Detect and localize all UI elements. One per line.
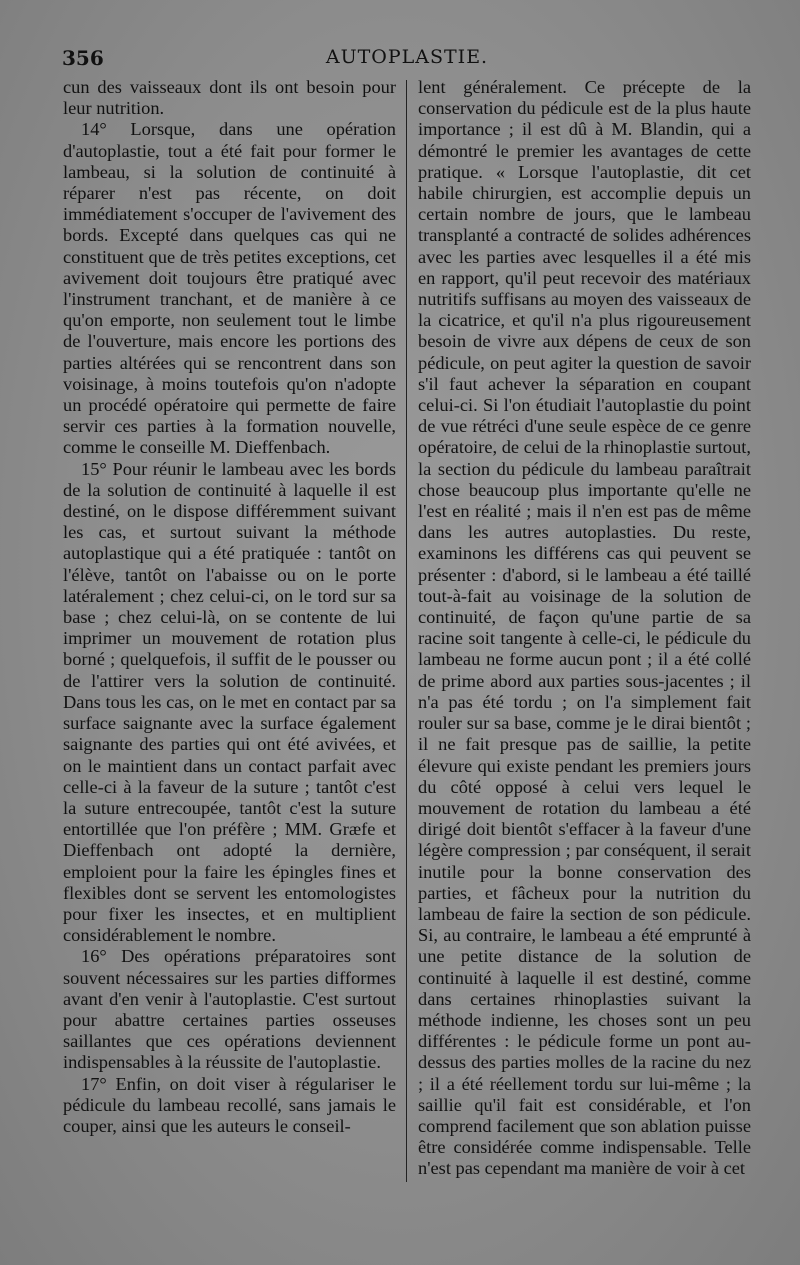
paragraph-14: 14° Lorsque, dans une opération d'autoplastie, tout a été fait pour former le lambeau, si la solution de continuité à réparer n'est pas récente, on doit immédiatement s'occuper de l'avivement des bords. Excepté dans quelques cas qui ne constituent que de très petites exceptions, cet avivement doit toujours être pratiqué avec l'instrument tranchant, et de manière à ce qu'on emporte, non seulement tout le limbe de l'ouverture, mais encore les portions des parties altérées qui se rencontrent dans son voisinage, à moins toutefois qu'on n'adopte un procédé opératoire qui permette de faire servir ces parties à la formation nouvelle, comme le conseille M. Dieffenbach.	[63, 119, 396, 458]
paragraph-continuation: cun des vaisseaux dont ils ont besoin pour leur nutrition.	[63, 77, 396, 119]
paragraph-17: 17° Enfin, on doit viser à régulariser le pédicule du lambeau recollé, sans jamais le couper, ainsi que les auteurs le conseil-	[63, 1073, 396, 1136]
page-header	[62, 46, 752, 76]
paragraph-right: lent généralement. Ce précepte de la conservation du pédicule est de la plus haute importance ; il est dû à M. Blandin, qui a démontré le premier les avantages de cette pratique. « Lorsque l'autoplastie, dit cet habile chirurgien, est accomplie depuis un certain nombre de jours, que le lambeau transplanté a contracté de solides adhérences avec les parties avec lesquelles il a été mis en rapport, qu'il peut recevoir des matériaux nutritifs suffisans au moyen des vaisseaux de la cicatrice, et qu'il n'a plus rigoureusement besoin de vivre aux dépens de ceux de son pédicule, on peut agiter la question de savoir s'il faut achever la séparation en coupant celui-ci. Si l'on étudiait l'autoplastie du point de vue rétréci d'une seule espèce de ce genre opératoire, de celui de la rhinoplastie surtout, la section du pédicule du lambeau paraîtrait chose beaucoup plus importante qu'elle ne l'est en réalité ; mais il n'en est pas de même dans les autres autoplasties. Du reste, examinons les différens cas qui peuvent se présenter : d'abord, si le lambeau a été taillé tout-à-fait au voisinage de la solution de continuité, de façon qu'une partie de sa racine soit tangente à celle-ci, le pédicule du lambeau ne forme aucun pont ; il a été collé de prime abord aux parties sous-jacentes ; il n'a pas été tordu ; on l'a simplement fait rouler sur sa base, comme je le dirai bientôt ; il ne fait presque pas de saillie, la petite élevure qui existe pendant les premiers jours du côté opposé à celui vers lequel le mouvement de rotation du lambeau a été dirigé doit bientôt s'effacer à la faveur d'une légère compression ; par conséquent, il serait inutile pour la bonne conservation des parties, et fâcheux pour la nutrition du lambeau de faire la section de son pédicule. Si, au contraire, le lambeau a été emprunté à une petite distance de la solution de continuité à laquelle il est destiné, comme dans certaines rhinoplasties suivant la méthode indienne, les choses sont un peu différentes : le pédicule forme un pont au-dessus des parties molles de la racine du nez ; il a été réellement tordu sur lui-même ; la saillie qu'il fait est considérable, et l'on comprend facilement que son ablation puisse être considérée comme indispensable. Telle n'est pas cependant ma manière de voir à cet	[418, 77, 751, 1179]
page-number: 356	[62, 46, 104, 70]
running-title: AUTOPLASTIE.	[325, 46, 489, 68]
column-divider	[406, 80, 407, 1182]
paragraph-15: 15° Pour réunir le lambeau avec les bords de la solution de continuité à laquelle il est destiné, on le dispose différemment suivant les cas, et surtout suivant la méthode autoplastique qui a été pratiquée : tantôt on l'élève, tantôt on l'abaisse ou on le porte latéralement ; chez celui-ci, on le tord sur sa base ; chez celui-là, on se contente de lui imprimer un mouvement de rotation plus borné ; quelquefois, il suffit de le pousser ou de l'attirer vers la solution de continuité. Dans tous les cas, on le met en contact par sa surface saignante avec la surface également saignante des parties qui ont été avivées, et on le maintient dans un contact parfait avec celle-ci à la faveur de la suture ; tantôt c'est la suture entrecoupée, tantôt c'est la suture entortillée que l'on préfère ; MM. Græfe et Dieffenbach ont adopté la dernière, emploient pour la faire les épingles fines et flexibles dont se servent les entomologistes pour fixer les insectes, et en multiplient considérablement le nombre.	[63, 458, 396, 946]
left-column	[63, 77, 396, 1137]
paragraph-16: 16° Des opérations préparatoires sont souvent nécessaires sur les parties difformes avant d'en venir à l'autoplastie. C'est surtout pour abattre certaines parties osseuses saillantes que ces opérations deviennent indispensables à la réussite de l'autoplastie.	[63, 946, 396, 1073]
right-column	[418, 77, 751, 1180]
